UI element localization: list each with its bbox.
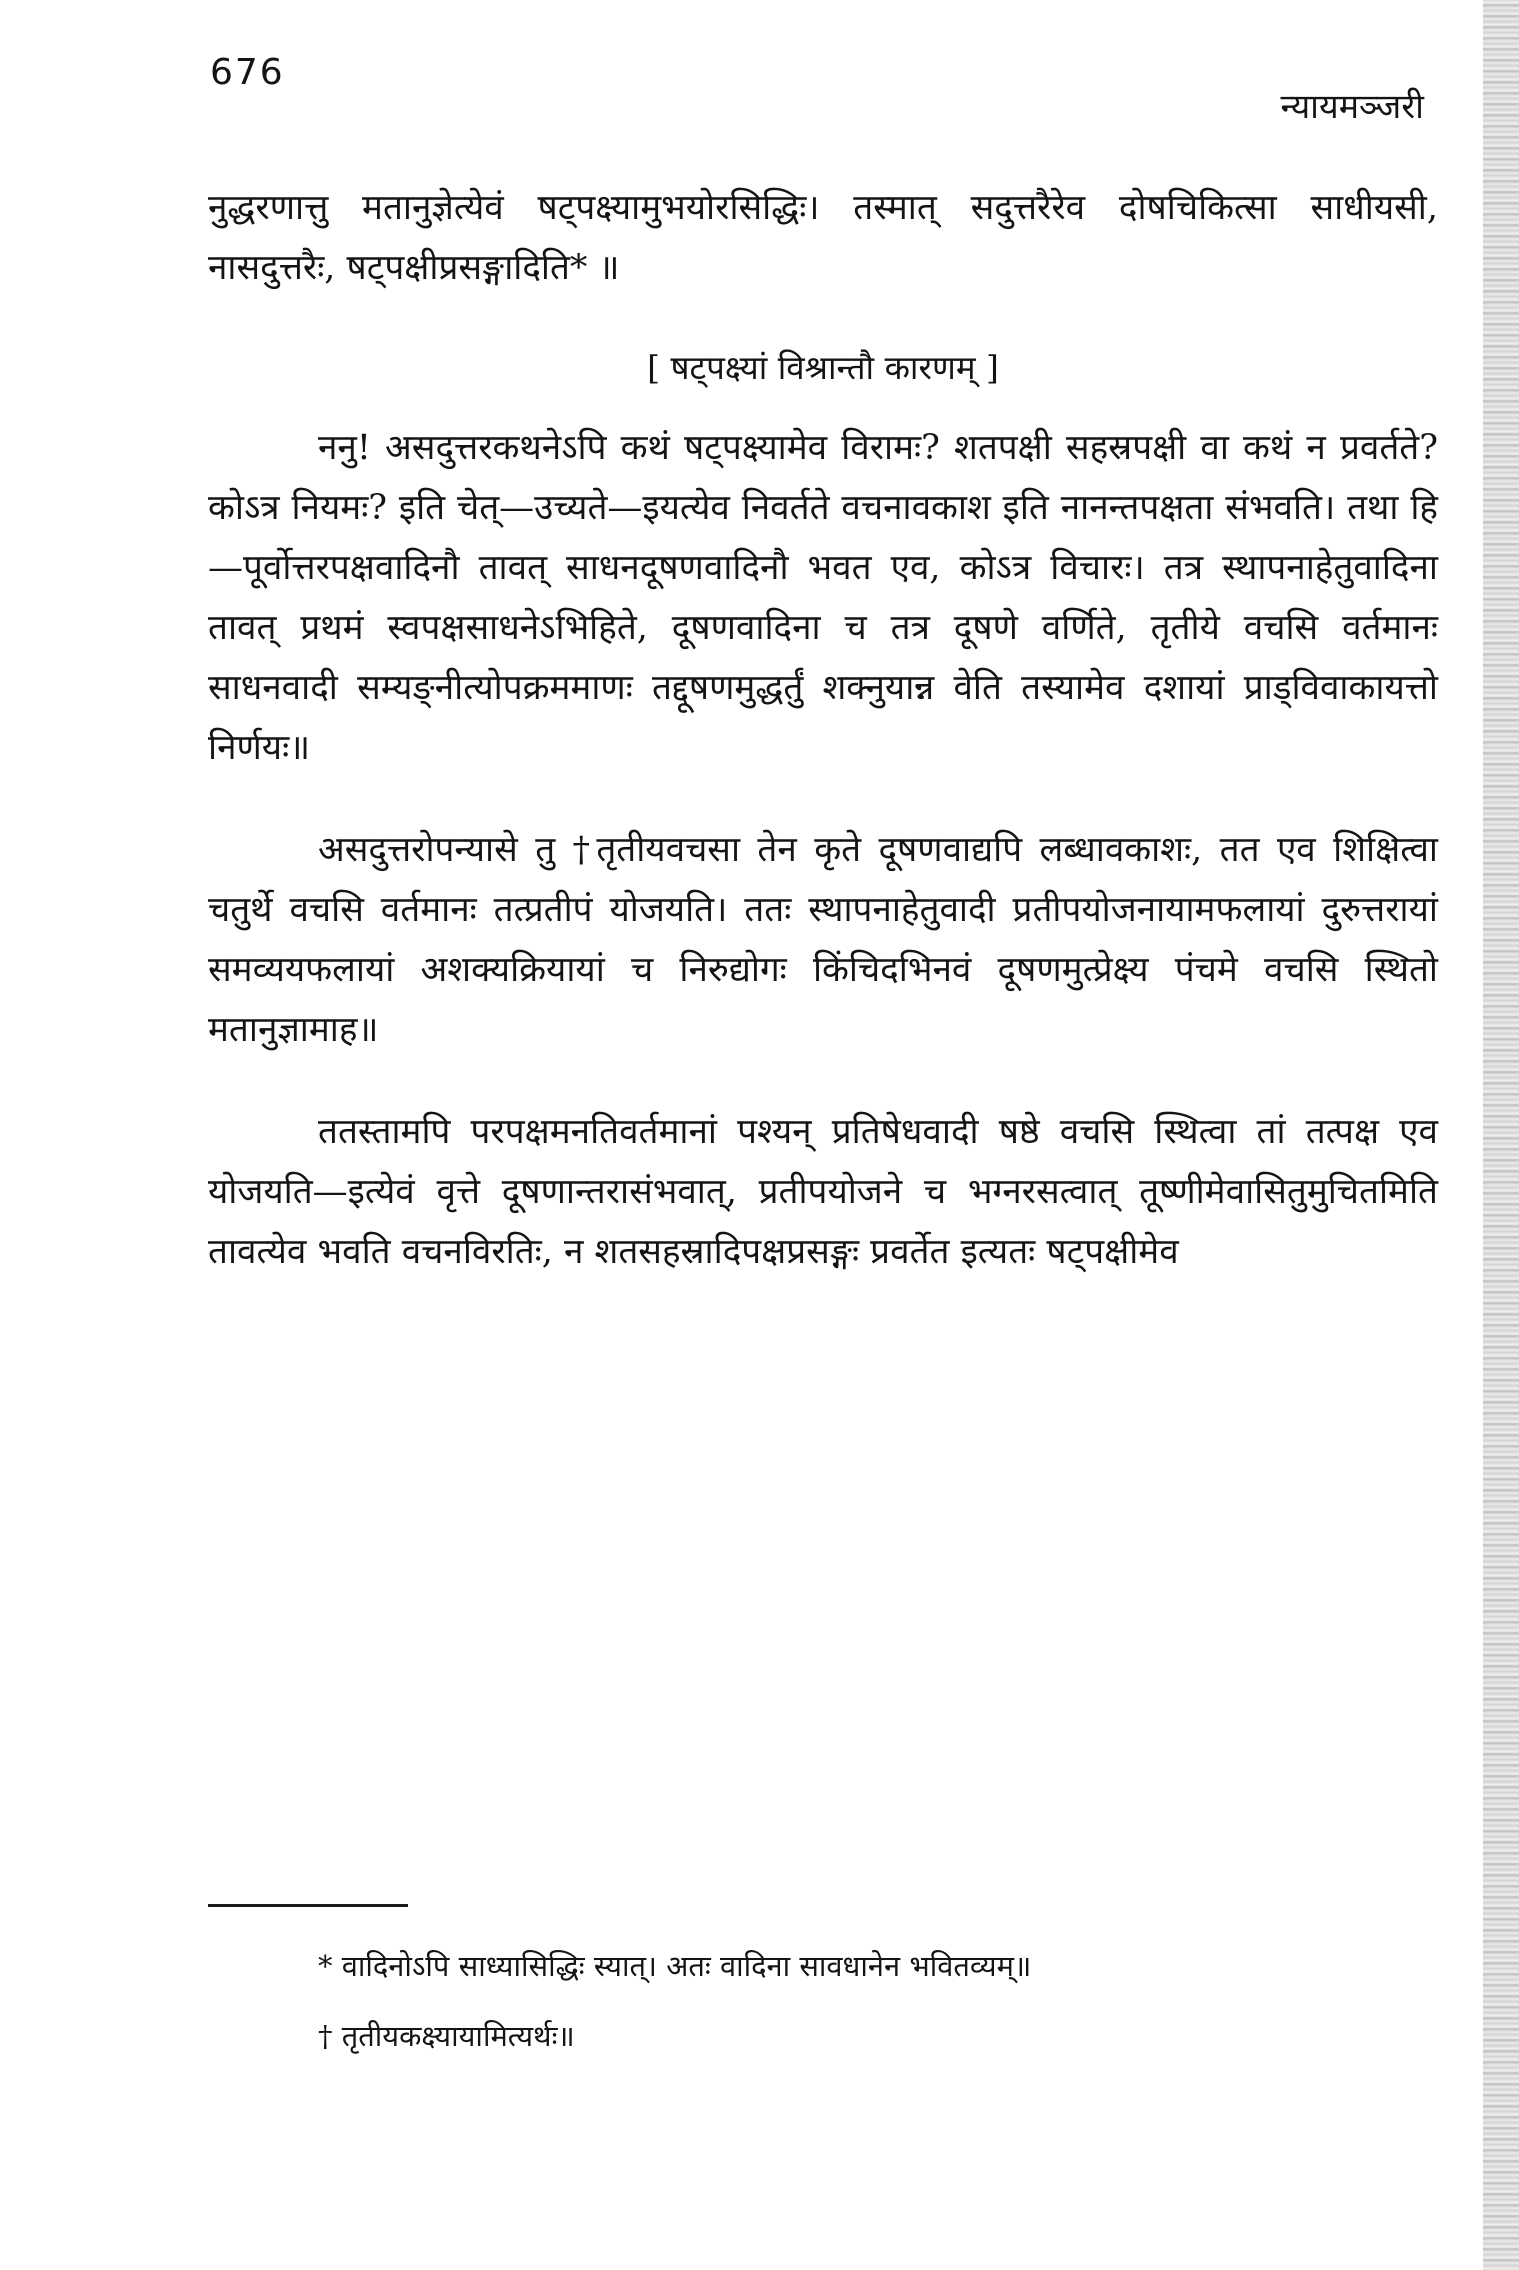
- footnote-separator: [208, 1904, 408, 1907]
- paragraph-2: ननु! असदुत्तरकथनेऽपि कथं षट्पक्ष्यामेव विरामः? शतपक्षी सहस्रपक्षी वा कथं न प्रवर्तते? कोऽत्र नियमः? इति चेत्—उच्यते—इयत्येव निवर्तते वचनावकाश इति नानन्तपक्षता संभवति। तथा हि—पूर्वोत्तरपक्षवादिनौ तावत् साधनदूषणवादिनौ भवत एव, कोऽत्र विचारः। तत्र स्थापनाहेतुवादिना तावत् प्रथमं स्वपक्षसाधनेऽभिहिते, दूषणवादिना च तत्र दूषणे वर्णिते, तृतीये वचसि वर्तमानः साधनवादी सम्यङ्नीत्योपक्रममाणः तद्दूषणमुद्धर्तुं शक्नुयान्न वेति तस्यामेव दशायां प्राड्विवाकायत्तो निर्णयः॥: [208, 428, 1438, 768]
- footnote-2: † तृतीयकक्ष्यायामित्यर्थः॥: [318, 2019, 575, 2053]
- main-text: [208, 178, 1438, 1282]
- footnotes: [208, 1940, 1438, 2062]
- paragraph-3: असदुत्तरोपन्यासे तु †तृतीयवचसा तेन कृते दूषणवाद्यपि लब्धावकाशः, तत एव शिक्षित्वा चतुर्थे वचसि वर्तमानः तत्प्रतीपं योजयति। ततः स्थापनाहेतुवादी प्रतीपयोजनायामफलायां दुरुत्तरायां समव्ययफलायां अशक्यक्रियायां च निरुद्योगः किंचिदभिनवं दूषणमुत्प्रेक्ष्य पंचमे वचसि स्थितो मतानुज्ञामाह॥: [208, 830, 1438, 1050]
- running-head-title: न्यायमञ्जरी: [1280, 87, 1424, 127]
- paragraph-gap: [208, 778, 1438, 820]
- section-heading: [ षट्पक्ष्यां विश्रान्तौ कारणम् ]: [647, 348, 999, 387]
- paragraph-gap: [208, 1060, 1438, 1102]
- paragraph-1: नुद्धरणात्तु मतानुज्ञेत्येवं षट्पक्ष्यामुभयोरसिद्धिः। तस्मात् सदुत्तरैरेव दोषचिकित्सा साधीयसी, नासदुत्तरैः, षट्पक्षीप्रसङ्गादिति* ॥: [208, 188, 1438, 288]
- page-edge-shadow: [1483, 0, 1519, 2270]
- footnote-1: * वादिनोऽपि साध्यासिद्धिः स्यात्। अतः वादिना सावधानेन भवितव्यम्॥: [318, 1949, 1032, 1983]
- page-header: [0, 0, 1519, 140]
- page-number: 676: [210, 52, 285, 93]
- paragraph-4: ततस्तामपि परपक्षमनतिवर्तमानां पश्यन् प्रतिषेधवादी षष्ठे वचसि स्थित्वा तां तत्पक्ष एव योजयति—इत्येवं वृत्ते दूषणान्तरासंभवात्, प्रतीपयोजने च भग्नरसत्वात् तूष्णीमेवासितुमुचितमिति तावत्येव भवति वचनविरतिः, न शतसहस्रादिपक्षप्रसङ्गः प्रवर्तेत इत्यतः षट्पक्षीमेव: [208, 1112, 1438, 1272]
